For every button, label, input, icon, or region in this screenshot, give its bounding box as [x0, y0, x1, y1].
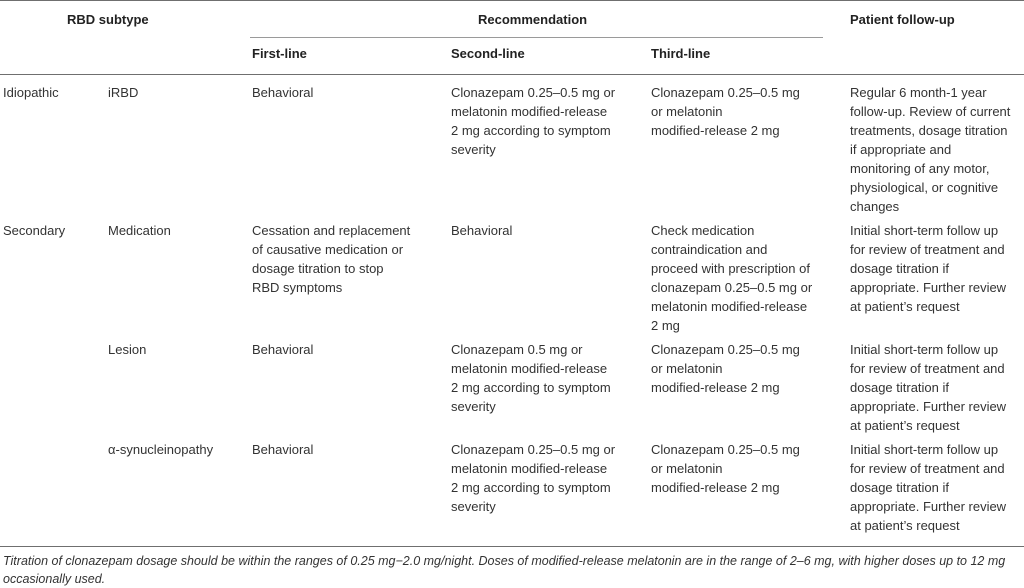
third-line-text: modified-release 2 mg: [651, 480, 780, 495]
first-line-text: Cessation and replacement: [252, 223, 411, 238]
second-line-text: melatonin modified-release: [451, 461, 608, 476]
third-line-text: 2 mg: [651, 318, 680, 333]
followup-text: treatments, dosage titration: [850, 123, 1008, 138]
first-line-text: RBD symptoms: [252, 280, 343, 295]
followup-text: Initial short-term follow up: [850, 442, 999, 457]
followup-text: appropriate. Further review: [850, 399, 1007, 414]
first-line-text: dosage titration to stop: [252, 261, 384, 276]
third-line-text: Check medication: [651, 223, 755, 238]
first-line-text: Behavioral: [252, 442, 314, 457]
second-line-text: Clonazepam 0.5 mg or: [451, 342, 583, 357]
header-rbd-subtype: RBD subtype: [67, 12, 149, 27]
row-subtype: α-synucleinopathy: [108, 442, 214, 457]
first-line-text: Behavioral: [252, 342, 314, 357]
third-line-text: modified-release 2 mg: [651, 380, 780, 395]
followup-text: for review of treatment and: [850, 361, 1005, 376]
third-line-text: clonazepam 0.25–0.5 mg or: [651, 280, 813, 295]
second-line-text: 2 mg according to symptom: [451, 380, 611, 395]
third-line-text: contraindication and: [651, 242, 768, 257]
row-category: Secondary: [3, 223, 66, 238]
followup-text: at patient’s request: [850, 518, 960, 533]
table-footnote: Titration of clonazepam dosage should be within the ranges of 0.25 mg−2.0 mg/night. Doses of modified-release melatonin are in the range of 2–6 mg, with higher doses up to 12 mg occasionally used.: [3, 554, 1006, 586]
header-bottom-rule: [0, 74, 1024, 75]
third-line-text: Clonazepam 0.25–0.5 mg: [651, 342, 800, 357]
third-line-text: Clonazepam 0.25–0.5 mg: [651, 442, 800, 457]
followup-text: physiological, or cognitive: [850, 180, 999, 195]
followup-text: at patient’s request: [850, 418, 960, 433]
table-top-rule: [0, 0, 1024, 1]
recommendation-underline: [250, 37, 823, 38]
second-line-text: Clonazepam 0.25–0.5 mg or: [451, 85, 616, 100]
row-subtype: iRBD: [108, 85, 139, 100]
followup-text: Initial short-term follow up: [850, 223, 999, 238]
followup-text: changes: [850, 199, 900, 214]
table-bottom-rule: [0, 546, 1024, 547]
third-line-text: or melatonin: [651, 461, 723, 476]
header-second-line: Second-line: [451, 46, 525, 61]
followup-text: if appropriate and: [850, 142, 952, 157]
third-line-text: proceed with prescription of: [651, 261, 810, 276]
followup-text: for review of treatment and: [850, 461, 1005, 476]
first-line-text: Behavioral: [252, 85, 314, 100]
followup-text: Initial short-term follow up: [850, 342, 999, 357]
third-line-text: Clonazepam 0.25–0.5 mg: [651, 85, 800, 100]
header-first-line: First-line: [252, 46, 307, 61]
second-line-text: severity: [451, 399, 496, 414]
second-line-text: 2 mg according to symptom: [451, 480, 611, 495]
second-line-text: melatonin modified-release: [451, 104, 608, 119]
followup-text: at patient’s request: [850, 299, 960, 314]
third-line-text: modified-release 2 mg: [651, 123, 780, 138]
second-line-text: melatonin modified-release: [451, 361, 608, 376]
second-line-text: severity: [451, 142, 496, 157]
header-patient-followup: Patient follow-up: [850, 12, 955, 27]
third-line-text: or melatonin: [651, 104, 723, 119]
followup-text: dosage titration if: [850, 480, 950, 495]
followup-text: appropriate. Further review: [850, 499, 1007, 514]
second-line-text: severity: [451, 499, 496, 514]
followup-text: appropriate. Further review: [850, 280, 1007, 295]
followup-text: Regular 6 month-1 year: [850, 85, 987, 100]
followup-text: dosage titration if: [850, 261, 950, 276]
followup-text: dosage titration if: [850, 380, 950, 395]
header-recommendation: Recommendation: [478, 12, 588, 27]
first-line-text: of causative medication or: [252, 242, 404, 257]
header-third-line: Third-line: [651, 46, 711, 61]
followup-text: follow-up. Review of current: [850, 104, 1011, 119]
followup-text: for review of treatment and: [850, 242, 1005, 257]
second-line-text: Clonazepam 0.25–0.5 mg or: [451, 442, 616, 457]
followup-text: monitoring of any motor,: [850, 161, 990, 176]
row-subtype: Medication: [108, 223, 171, 238]
second-line-text: Behavioral: [451, 223, 513, 238]
second-line-text: 2 mg according to symptom: [451, 123, 611, 138]
row-category: Idiopathic: [3, 85, 59, 100]
third-line-text: melatonin modified-release: [651, 299, 808, 314]
row-subtype: Lesion: [108, 342, 147, 357]
third-line-text: or melatonin: [651, 361, 723, 376]
